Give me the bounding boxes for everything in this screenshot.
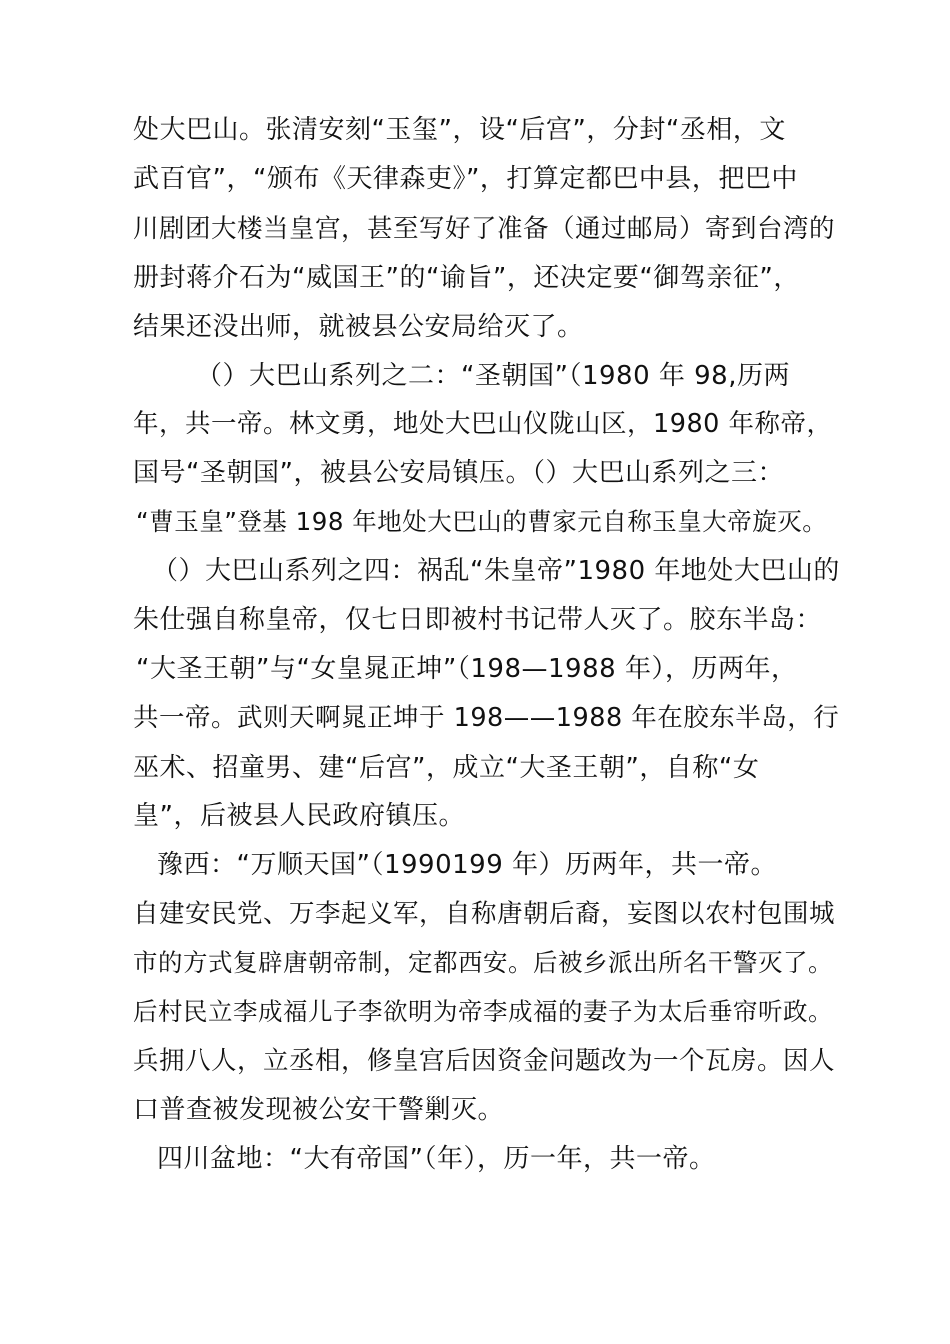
text-line: 后村民立李成福儿子李欲明为帝李成福的妻子为太后垂帘听政。	[133, 997, 833, 1026]
text-line: 四川盆地：“大有帝国”（年），历一年，共一帝。	[157, 1144, 716, 1174]
text-line: 市的方式复辟唐朝帝制，定都西安。后被乡派出所名干警灭了。	[133, 948, 833, 977]
text-line: 兵拥八人，立丞相，修皇宫后因资金问题改为一个瓦房。因人	[133, 1046, 836, 1076]
text-line: “大圣王朝”与“女皇晁正坤”（198—1988 年），历两年，	[136, 654, 798, 684]
text-line: 年，共一帝。林文勇，地处大巴山仪陇山区，1980 年称帝，	[133, 409, 833, 439]
text-line: 处大巴山。张清安刻“玉玺”，设“后宫”，分封“丞相，文	[133, 115, 786, 145]
text-line: 朱仕强自称皇帝，仅七日即被村书记带人灭了。胶东半岛：	[133, 605, 823, 635]
text-line: 自建安民党、万李起义军，自称唐朝后裔，妄图以农村包围城	[133, 899, 836, 929]
text-line: 巫术、招童男、建“后宫”，成立“大圣王朝”，自称“女	[133, 753, 760, 783]
text-line: 共一帝。武则天啊晁正坤于 198——1988 年在胶东半岛，行	[133, 703, 840, 733]
text-line: （）大巴山系列之四：祸乱“朱皇帝”1980 年地处大巴山的	[152, 556, 840, 586]
text-line: 豫西：“万顺天国”（1990199 年）历两年，共一帝。	[157, 850, 777, 880]
text-line: 册封蒋介石为“威国王”的“谕旨”，还决定要“御驾亲征”，	[133, 263, 800, 293]
text-line: 武百官”，“颁布《天律森吏》”，打算定都巴中县，把巴中	[133, 164, 798, 194]
text-line: 口普查被发现被公安干警剿灭。	[133, 1095, 505, 1125]
text-line: “曹玉皇”登基 198 年地处大巴山的曹家元自称玉皇大帝旋灭。	[136, 507, 828, 536]
text-line: 国号“圣朝国”，被县公安局镇压。（）大巴山系列之三：	[133, 458, 784, 488]
text-line: 皇”，后被县人民政府镇压。	[133, 801, 465, 831]
text-line: 结果还没出师，就被县公安局给灭了。	[133, 312, 584, 342]
text-line: 川剧团大楼当皇宫，甚至写好了准备（通过邮局）寄到台湾的	[133, 214, 836, 244]
text-line: （）大巴山系列之二：“圣朝国”（1980 年 98,历两	[196, 361, 790, 391]
